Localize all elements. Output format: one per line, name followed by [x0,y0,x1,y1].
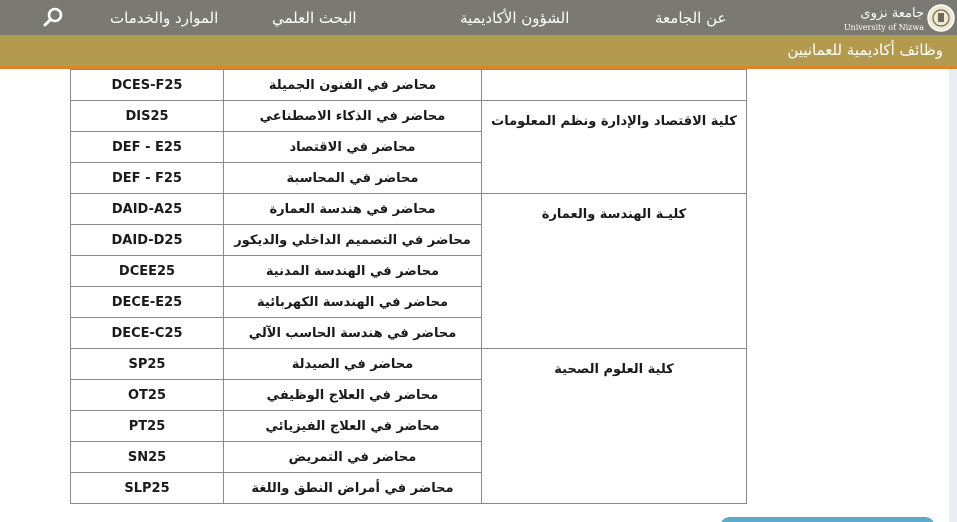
job-code-cell: DIS25 [71,101,224,132]
job-code-cell: SN25 [71,442,224,473]
nav-scientific-research[interactable]: البحث العلمي [272,9,357,27]
job-title-cell: محاضر في التصميم الداخلي والديكور [224,225,482,256]
page-title: وظائف أكاديمية للعمانيين [787,41,943,59]
nav-about-university[interactable]: عن الجامعة [655,9,727,27]
table-row [71,70,747,101]
logo-emblem-icon [840,2,956,34]
job-code-cell: DEF - E25 [71,132,224,163]
job-code-cell: DAID-D25 [71,225,224,256]
job-title-cell: محاضر في الاقتصاد [224,132,482,163]
scrollbar-track[interactable] [949,69,957,522]
college-cell: كليـة الهندسة والعمارة [482,194,747,349]
job-title-cell: محاضر في الذكاء الاصطناعي [224,101,482,132]
job-title-cell: محاضر في التمريض [224,442,482,473]
job-code-cell: DECE-C25 [71,318,224,349]
university-logo[interactable] [840,2,956,34]
table-row [71,349,747,380]
job-code-cell: DCES-F25 [71,70,224,101]
job-code-cell: DCEE25 [71,256,224,287]
job-title-cell: محاضر في الفنون الجميلة [224,70,482,101]
job-code-cell: SP25 [71,349,224,380]
job-code-cell: SLP25 [71,473,224,504]
college-cell [482,70,747,101]
bottom-button-edge[interactable] [720,517,935,522]
logo-english-text: University of Nizwa [843,23,924,32]
college-cell: كلية العلوم الصحية [482,349,747,504]
job-code-cell: DEF - F25 [71,163,224,194]
job-title-cell: محاضر في الهندسة الكهربائية [224,287,482,318]
job-title-cell: محاضر في المحاسبة [224,163,482,194]
job-code-cell: DECE-E25 [71,287,224,318]
logo-arabic-text: جامعة نزوى [860,6,924,21]
job-title-cell: محاضر في العلاج الوظيفي [224,380,482,411]
search-icon[interactable] [42,6,64,28]
banner-divider [0,66,957,69]
job-code-cell: DAID-A25 [71,194,224,225]
job-title-cell: محاضر في العلاج الفيزيائي [224,411,482,442]
job-title-cell: محاضر في أمراض النطق واللغة [224,473,482,504]
job-title-cell: محاضر في هندسة الحاسب الآلي [224,318,482,349]
jobs-table [70,38,747,504]
job-code-cell: PT25 [71,411,224,442]
job-code-cell: OT25 [71,380,224,411]
job-title-cell: محاضر في هندسة العمارة [224,194,482,225]
table-row [71,101,747,132]
college-cell: كلية الاقتصاد والإدارة ونظم المعلومات [482,101,747,194]
job-title-cell: محاضر في الهندسة المدنية [224,256,482,287]
table-row [71,194,747,225]
top-navigation [0,0,957,35]
nav-academic-affairs[interactable]: الشؤون الأكاديمية [460,9,570,27]
job-title-cell: محاضر في الصيدلة [224,349,482,380]
page-banner [0,35,957,66]
nav-resources-services[interactable]: الموارد والخدمات [110,9,219,27]
